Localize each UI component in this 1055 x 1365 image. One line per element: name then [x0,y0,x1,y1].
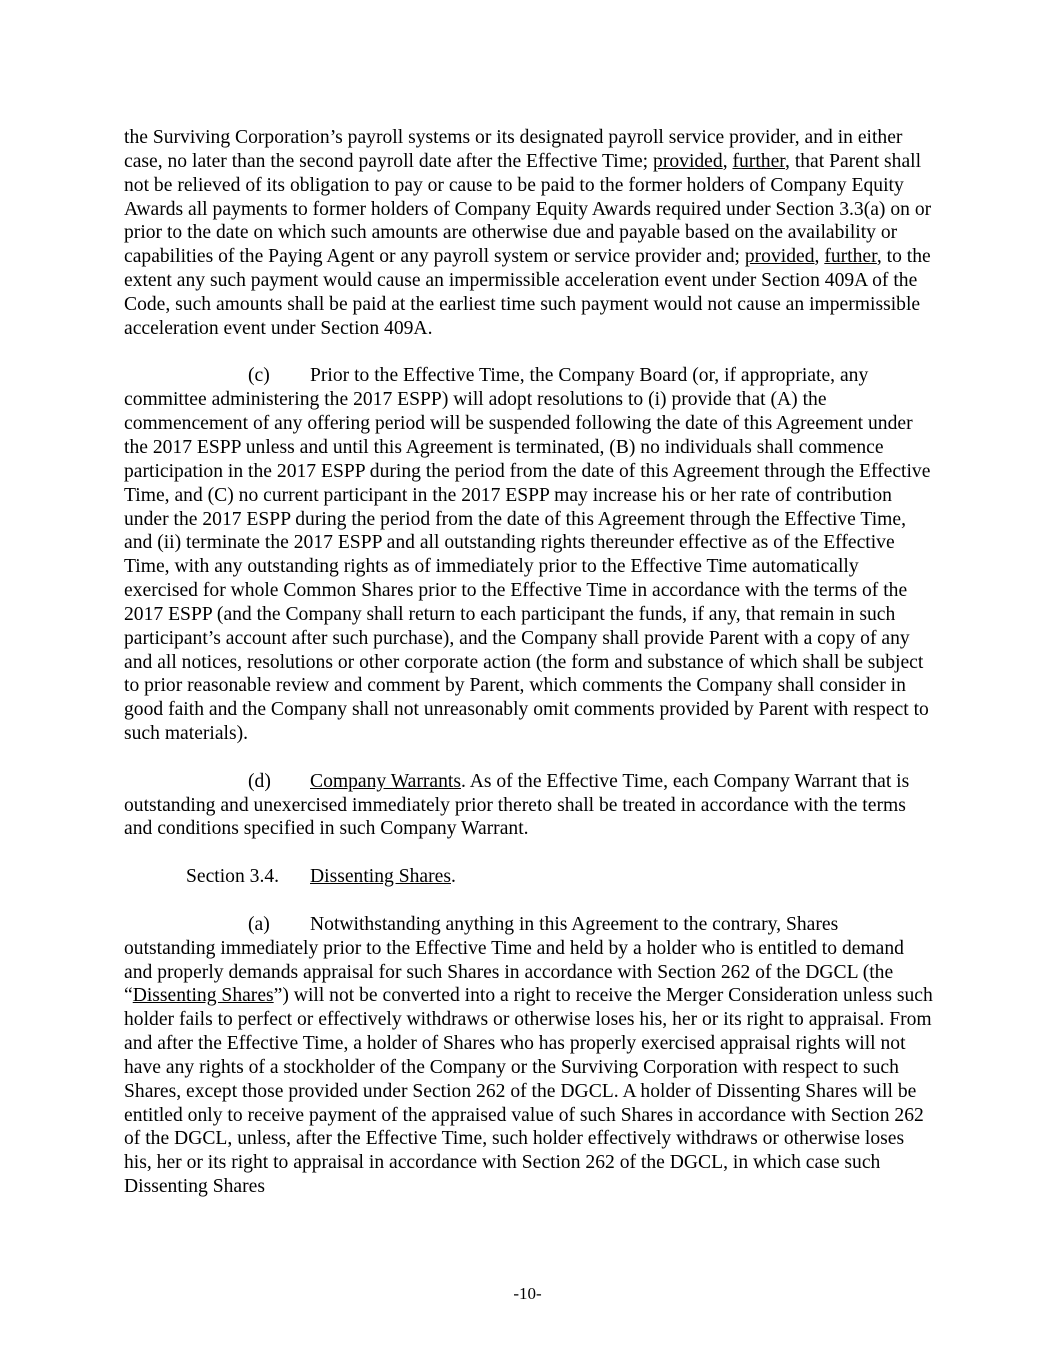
underlined-term: provided [744,246,815,268]
subsection-label: (c) [248,365,270,387]
defined-term: Dissenting Shares [132,985,274,1007]
text: Notwithstanding anything in this Agreement to the contrary, Shares outstanding immediately prior to the Effective Time and held by a holder who is entitled to demand and properly demands appraisal for such Shares in accordance with Section 262 of the DGCL (the “ [124,913,904,1007]
text: the Surviving Corporation’s payroll systems or its designated payroll service provider, and in either case, no later than the second payroll date after the Effective Time; [124,127,903,172]
subsection-label: (a) [248,913,270,935]
paragraph-payroll-continuation [124,126,934,341]
text: ”) will not be converted into a right to receive the Merger Consideration unless such holder fails to perfect or effectively withdraws or otherwise loses his, her or its right to appraisal. From and after the Effective Time, a holder of Shares who has properly exercised appraisal rights will not have any rights of a stockholder of the Company or the Surviving Corporation with respect to such Shares, except those provided under Section 262 of the DGCL. A holder of Dissenting Shares will be entitled only to receive payment of the appraised value of such Shares in accordance with Section 262 of the DGCL, unless, after the Effective Time, such holder effectively withdraws or otherwise loses his, her or its right to appraisal in accordance with Section 262 of the DGCL, in which case such Dissenting Shares [124,985,933,1198]
section-number: Section 3.4. [186,866,280,888]
paragraph-c-espp [124,364,934,746]
text: , [814,246,825,268]
text: Prior to the Effective Time, the Company Board (or, if appropriate, any committee administering the 2017 ESPP) will adopt resolutions to (i) provide that (A) the commencement of any offering period will be suspended following the date of this Agreement under the 2017 ESPP unless and until this Agreement is terminated, (B) no individuals shall commence participation in the 2017 ESPP during the period from the date of this Agreement through the Effective Time, and (C) no current participant in the 2017 ESPP may increase his or her rate of contribution under the 2017 ESPP during the period from the date of this Agreement through the Effective Time, and (ii) terminate the 2017 ESPP and all outstanding rights thereunder effective as of the Effective Time, with any outstanding rights as of immediately prior to the Effective Time automatically exercised for whole Common Shares prior to the Effective Time in accordance with the terms of the 2017 ESPP (and the Company shall return to each participant the funds, if any, that remain in such participant’s account after such purchase), and the Company shall provide Parent with a copy of any and all notices, resolutions or other corporate action (the form and substance of which shall be subject to prior reasonable review and comment by Parent, which comments the Company shall consider in good faith and the Company shall not unreasonably omit comments provided by Parent with respect to such materials). [124,365,931,745]
section-title: Dissenting Shares [310,866,451,888]
text: . As of the Effective Time, each Company Warrant that is outstanding and unexercised immediately prior thereto shall be treated in accordance with the terms and conditions specified in such Company Warrant. [124,770,910,840]
underlined-term: provided [653,150,723,172]
text: , to the extent any such payment would cause an impermissible acceleration event under Section 409A of the Code, such amounts shall be paid at the earliest time such payment would not cause an impermissible acceleration event under Section 409A. [124,246,931,339]
paragraph-d-warrants [124,770,934,842]
subsection-heading: Company Warrants [310,770,461,792]
document-page [124,126,934,1223]
text: , [722,150,733,172]
paragraph-a-dissenting-shares [124,913,934,1199]
underlined-term: further [824,246,877,268]
section-heading [124,865,934,889]
page-number: -10- [513,1284,542,1303]
underlined-term: further [732,150,786,172]
subsection-label: (d) [248,770,271,792]
text: . [450,866,456,888]
text: , that Parent shall not be relieved of its obligation to pay or cause to be paid to the former holders of Company Equity Awards all payments to former holders of Company Equity Awards required under Section 3.3(a) on or prior to the date on which such amounts are otherwise due and payable based on the availability or capabilities of the Paying Agent or any payroll system or service provider and; [124,150,932,268]
